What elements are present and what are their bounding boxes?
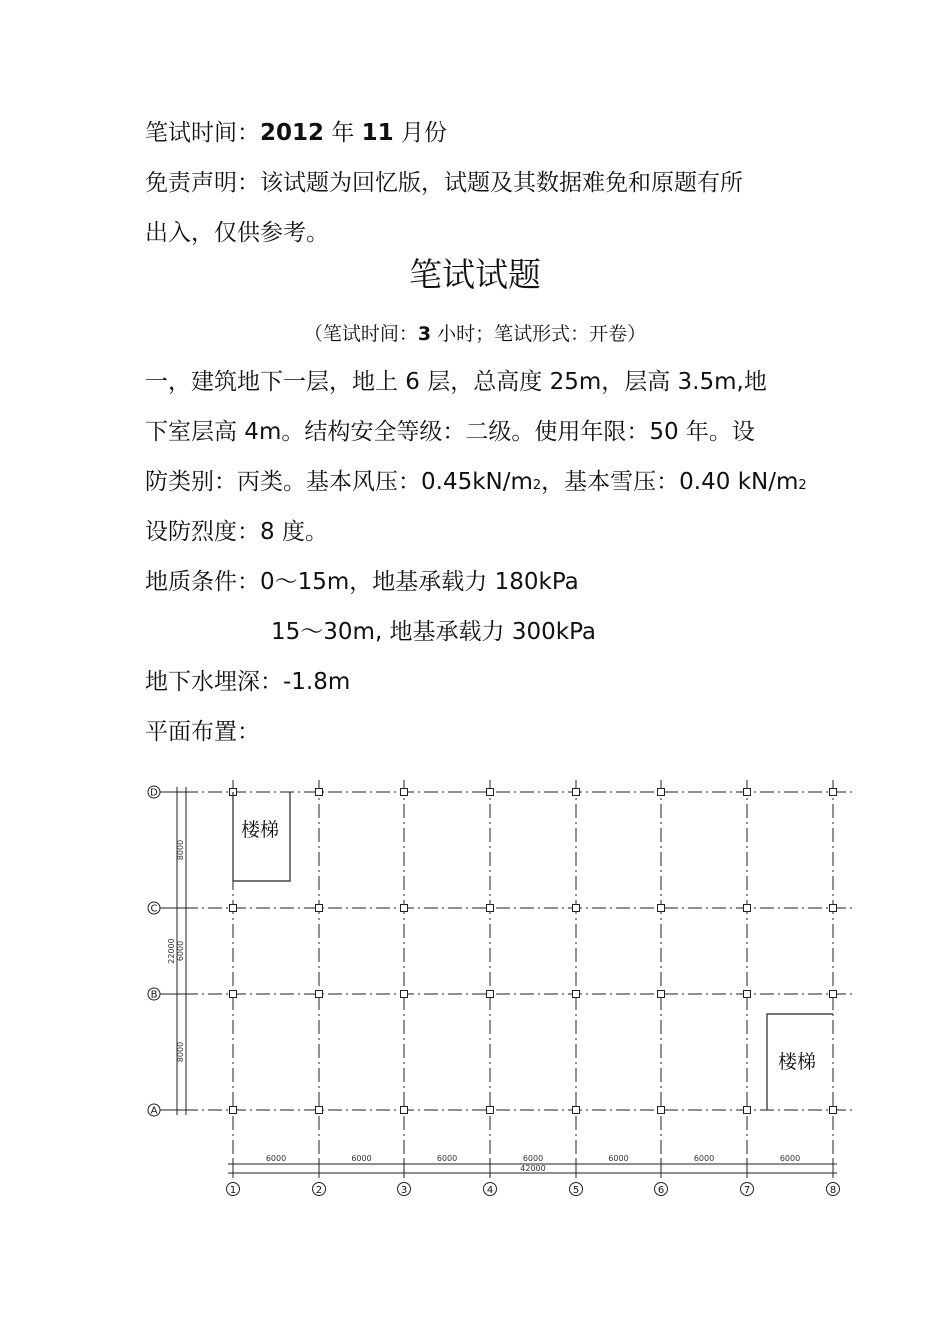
span-dim-0: 8000 — [176, 1041, 185, 1063]
axis-label-B: B — [150, 989, 158, 1001]
stair-label-bottom: 楼梯 — [778, 1051, 817, 1073]
column-5C — [573, 905, 580, 912]
axis-label-3: 3 — [400, 1185, 408, 1196]
bay-dim-3: 6000 — [436, 1154, 458, 1163]
exam-year: 2012 — [260, 120, 325, 146]
column-3C — [401, 905, 408, 912]
paragraph-line-4: 设防烈度：8 度。 — [145, 519, 328, 545]
page-title: 笔试试题 — [409, 255, 541, 294]
column-8C — [830, 905, 837, 912]
axis-label-7: 7 — [743, 1185, 751, 1196]
floor-plan-drawing — [140, 775, 860, 1207]
exam-month: 11 — [361, 120, 394, 146]
total-dim-x: 42000 — [520, 1164, 546, 1173]
disclaimer-line-2: 出入，仅供参考。 — [145, 220, 329, 246]
column-8A — [830, 1107, 837, 1114]
groundwater-line: 地下水埋深：-1.8m — [145, 669, 351, 695]
column-1B — [230, 991, 237, 998]
bay-dim-5: 6000 — [608, 1154, 629, 1163]
paragraph-line-1: 一，建筑地下一层，地上 6 层，总高度 25m，层高 3.5m,地 — [145, 369, 767, 395]
column-6D — [658, 789, 665, 796]
column-7A — [744, 1107, 751, 1114]
column-6B — [658, 991, 665, 998]
bay-dim-6: 6000 — [693, 1154, 715, 1163]
total-dim-y: 22000 — [167, 938, 176, 964]
column-4A — [487, 1107, 494, 1114]
bay-dim-2: 6000 — [351, 1154, 372, 1163]
column-3D — [401, 789, 408, 796]
bay-dim-4: 6000 — [522, 1154, 544, 1163]
span-dim-2: 8000 — [176, 839, 185, 861]
column-7D — [744, 789, 751, 796]
column-4D — [487, 789, 494, 796]
axis-label-D: D — [150, 787, 158, 799]
disclaimer-line-1: 免责声明：该试题为回忆版，试题及其数据难免和原题有所 — [145, 170, 743, 196]
column-7C — [744, 905, 751, 912]
column-4B — [487, 991, 494, 998]
axis-label-5: 5 — [572, 1185, 580, 1196]
axis-label-2: 2 — [315, 1185, 323, 1196]
axis-label-6: 6 — [657, 1185, 665, 1196]
column-2D — [316, 789, 323, 796]
layout-heading: 平面布置： — [145, 719, 260, 745]
axis-label-4: 4 — [486, 1185, 494, 1196]
axis-label-8: 8 — [829, 1185, 837, 1196]
geology-line-1: 地质条件：0～15m，地基承载力 180kPa — [145, 569, 579, 595]
exam-time-line: 笔试时间：2012 年 11 月份 — [145, 120, 447, 146]
column-3B — [401, 991, 408, 998]
column-5A — [573, 1107, 580, 1114]
column-1C — [230, 905, 237, 912]
bay-dim-7: 6000 — [779, 1154, 801, 1163]
column-7B — [744, 991, 751, 998]
column-5B — [573, 991, 580, 998]
axis-label-A: A — [150, 1105, 158, 1117]
column-4C — [487, 905, 494, 912]
stair-label-top: 楼梯 — [241, 819, 280, 841]
column-6A — [658, 1107, 665, 1114]
column-5D — [573, 789, 580, 796]
column-2C — [316, 905, 323, 912]
geology-line-2: 15～30m, 地基承载力 300kPa — [271, 619, 597, 645]
axis-label-1: 1 — [229, 1185, 237, 1196]
exam-subtitle: （笔试时间：3 小时；笔试形式：开卷） — [303, 323, 647, 345]
span-dim-1: 6000 — [176, 940, 185, 962]
bay-dim-1: 6000 — [265, 1154, 287, 1163]
column-8B — [830, 991, 837, 998]
paragraph-line-3: 防类别：丙类。基本风压：0.45kN/m2，基本雪压：0.40 kN/m2 — [145, 469, 807, 495]
paragraph-line-2: 下室层高 4m。结构安全等级：二级。使用年限：50 年。设 — [145, 419, 755, 445]
column-1A — [230, 1107, 237, 1114]
column-6C — [658, 905, 665, 912]
column-2A — [316, 1107, 323, 1114]
column-3A — [401, 1107, 408, 1114]
column-8D — [830, 789, 837, 796]
column-2B — [316, 991, 323, 998]
axis-label-C: C — [150, 903, 158, 915]
